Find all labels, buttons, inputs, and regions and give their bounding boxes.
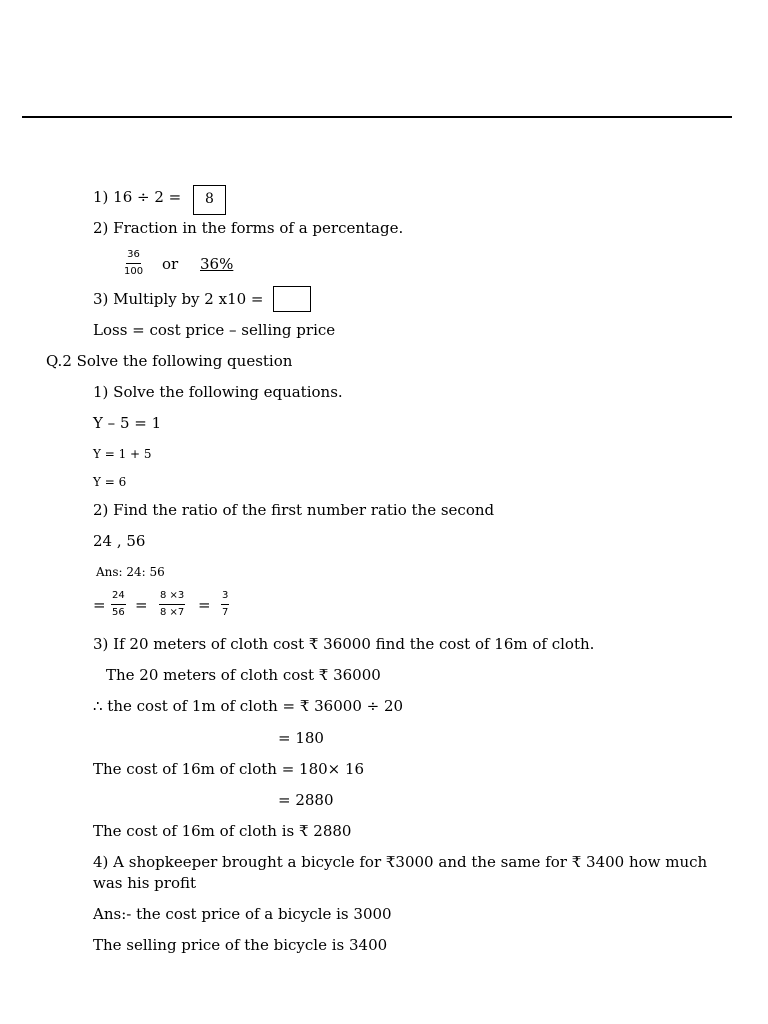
fraction-36-100 bbox=[124, 249, 143, 278]
equals-sign-3: = bbox=[198, 596, 211, 614]
solution-line-3: = 180 bbox=[278, 729, 324, 747]
q2-part4: 4) A shopkeeper brought a bicycle for ₹3000 and the same for ₹ 3400 how much was his profit bbox=[93, 853, 708, 892]
number-pair: 24 , 56 bbox=[93, 532, 146, 550]
q2-part1: 1) Solve the following equations. bbox=[93, 383, 343, 401]
solution-line-6: The cost of 16m of cloth is ₹ 2880 bbox=[93, 822, 352, 840]
fraction-numerator: 36 bbox=[126, 249, 141, 264]
fraction-denominator: 56 bbox=[112, 607, 125, 618]
q1-line1-text: 1) 16 ÷ 2 = bbox=[93, 188, 182, 206]
equals-sign-1: = bbox=[93, 596, 106, 614]
solution-line-1: The 20 meters of cloth cost ₹ 36000 bbox=[106, 666, 381, 684]
equation-1: Y – 5 = 1 bbox=[93, 414, 162, 432]
answer-box-2 bbox=[273, 286, 311, 312]
fraction-numerator: 24 bbox=[111, 590, 126, 605]
fraction-numerator: 3 bbox=[221, 590, 229, 605]
percent-text: 36% bbox=[200, 255, 234, 273]
ratio-fraction-2 bbox=[159, 590, 185, 619]
answer-box-1: 8 bbox=[193, 185, 226, 215]
ratio-fraction-1 bbox=[111, 590, 126, 619]
ratio-fraction-3 bbox=[221, 590, 229, 619]
q2-title: Q.2 Solve the following question bbox=[46, 352, 293, 370]
equation-2: Y = 1 + 5 bbox=[93, 447, 152, 461]
q2-part3: 3) If 20 meters of cloth cost ₹ 36000 find the cost of 16m of cloth. bbox=[93, 635, 595, 653]
solution-line-2: ∴ the cost of 1m of cloth = ₹ 36000 ÷ 20 bbox=[93, 697, 404, 715]
answer-line-1: Ans:- the cost price of a bicycle is 3000 bbox=[93, 905, 392, 923]
or-text: or bbox=[162, 255, 179, 273]
equation-3: Y = 6 bbox=[93, 475, 127, 489]
answer-line-2: The selling price of the bicycle is 3400 bbox=[93, 936, 388, 954]
fraction-numerator: 8 ×3 bbox=[159, 590, 185, 605]
ratio-answer: Ans: 24: 56 bbox=[96, 565, 165, 579]
fraction-denominator: 7 bbox=[222, 607, 229, 618]
fraction-denominator: 100 bbox=[124, 266, 144, 277]
fraction-denominator: 8 ×7 bbox=[160, 607, 185, 618]
q1-line1 bbox=[93, 187, 181, 207]
q2-part2: 2) Find the ratio of the first number ratio the second bbox=[93, 501, 495, 519]
header-rule bbox=[22, 116, 732, 118]
loss-formula: Loss = cost price – selling price bbox=[93, 321, 336, 339]
q1-line2: 2) Fraction in the forms of a percentage. bbox=[93, 219, 404, 237]
solution-line-4: The cost of 16m of cloth = 180× 16 bbox=[93, 760, 365, 778]
solution-line-5: = 2880 bbox=[278, 791, 334, 809]
q1-line3: 3) Multiply by 2 x10 = bbox=[93, 290, 264, 308]
equals-sign-2: = bbox=[135, 596, 148, 614]
